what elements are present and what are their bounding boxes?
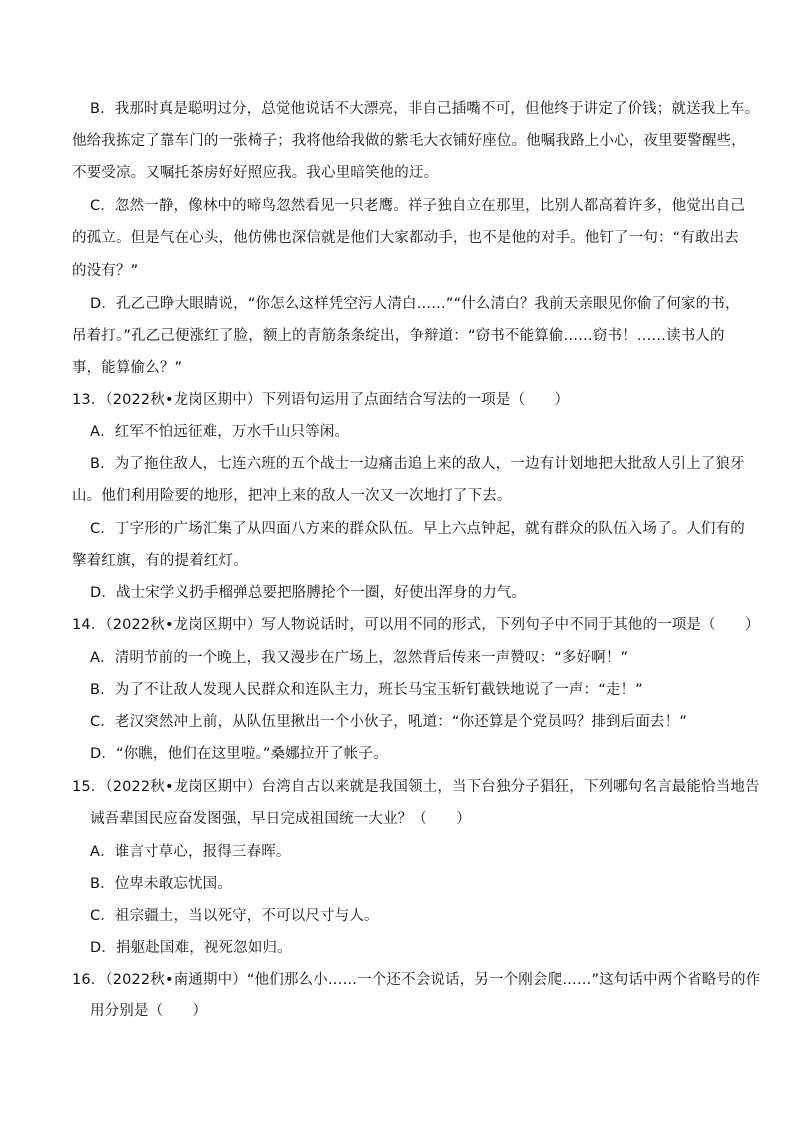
- q13-option-b-2: 山。他们利用险要的地形，把冲上来的敌人一次又一次地打了下去。: [72, 488, 512, 504]
- q15-option-a: A．谁言寸草心，报得三春晖。: [90, 844, 291, 860]
- option-b-line-3: 不要受凉。又嘱托茶房好好照应我。我心里暗笑他的迂。: [72, 165, 439, 181]
- option-b-line-1: B．我那时真是聪明过分，总觉他说话不大漂亮，非自己插嘴不可，但他终于讲定了价钱；就送我上车。: [90, 101, 760, 117]
- option-d-line-3: 事，能算偷么？”: [72, 360, 183, 376]
- question-16-stem-1: 16．（2022秋•南通期中）“他们那么小……一个还不会说话，另一个刚会爬……”这句话中两个省略号的作: [72, 972, 761, 988]
- q13-option-c-2: 擎着红旗，有的提着红灯。: [72, 553, 248, 569]
- option-d-line-2: 吊着打。”孔乙己便涨红了脸，额上的青筋条条绽出，争辩道：“窃书不能算偷……窃书！……读书人的: [72, 328, 725, 344]
- option-c-line-3: 的没有？”: [72, 263, 139, 279]
- q13-option-b-1: B．为了拖住敌人，七连六班的五个战士一边痛击追上来的敌人，一边有计划地把大批敌人引上了狼牙: [90, 456, 745, 472]
- q14-option-d: D．“你瞧，他们在这里啦。”桑娜拉开了帐子。: [90, 746, 388, 762]
- q13-option-a: A．红军不怕远征难，万水千山只等闲。: [90, 424, 350, 440]
- question-13-stem: 13．（2022秋•龙岗区期中）下列语句运用了点面结合写法的一项是（ ）: [72, 392, 570, 408]
- question-15-stem-2: 诫吾辈国民应奋发图强，早日完成祖国统一大业？（ ）: [90, 811, 471, 827]
- q13-option-c-1: C．丁字形的广场汇集了从四面八方来的群众队伍。早上六点钟起，就有群众的队伍入场了。人们有的: [90, 521, 745, 537]
- option-c-line-2: 的孤立。但是气在心头，他仿佛也深信就是他们大家都动手，也不是他的对手。他钉了一句：“有敢出去: [72, 230, 739, 246]
- q14-option-c: C．老汉突然冲上前，从队伍里揪出一个小伙子，吼道：“你还算是个党员吗？排到后面去！”: [90, 714, 687, 730]
- q14-option-b: B．为了不让敌人发现人民群众和连队主力，班长马宝玉斩钉截铁地说了一声：“走！”: [90, 682, 643, 698]
- option-c-line-1: C．忽然一静，像林中的啼鸟忽然看见一只老鹰。祥子独自立在那里，比别人都高着许多，他觉出自己: [90, 198, 745, 214]
- question-16-stem-2: 用分别是（ ）: [90, 1003, 208, 1019]
- option-b-line-2: 他给我拣定了靠车门的一张椅子；我将他给我做的紫毛大衣铺好座位。他嘱我路上小心，夜里要警醒些，: [72, 133, 746, 149]
- question-15-stem-1: 15．（2022秋•龙岗区期中）台湾自古以来就是我国领土，当下台独分子猖狂，下列哪句名言最能恰当地告: [72, 779, 760, 795]
- option-d-line-1: D．孔乙己睁大眼睛说，“你怎么这样凭空污人清白……”“什么清白？我前天亲眼见你偷了何家的书，: [90, 296, 740, 312]
- q13-option-d: D．战士宋学义扔手榴弹总要把胳膊抡个一圈，好使出浑身的力气。: [90, 585, 527, 601]
- q15-option-c: C．祖宗疆土，当以死守，不可以尺寸与人。: [90, 908, 379, 924]
- question-14-stem: 14．（2022秋•龙岗区期中）写人物说话时，可以用不同的形式，下列句子中不同于其他的一项是（ ）: [72, 617, 760, 633]
- q15-option-d: D．捐躯赴国难，视死忽如归。: [90, 940, 292, 956]
- q14-option-a: A．清明节前的一个晚上，我又漫步在广场上，忽然背后传来一声赞叹：“多好啊！”: [90, 650, 629, 666]
- q15-option-b: B．位卑未敢忘忧国。: [90, 876, 232, 892]
